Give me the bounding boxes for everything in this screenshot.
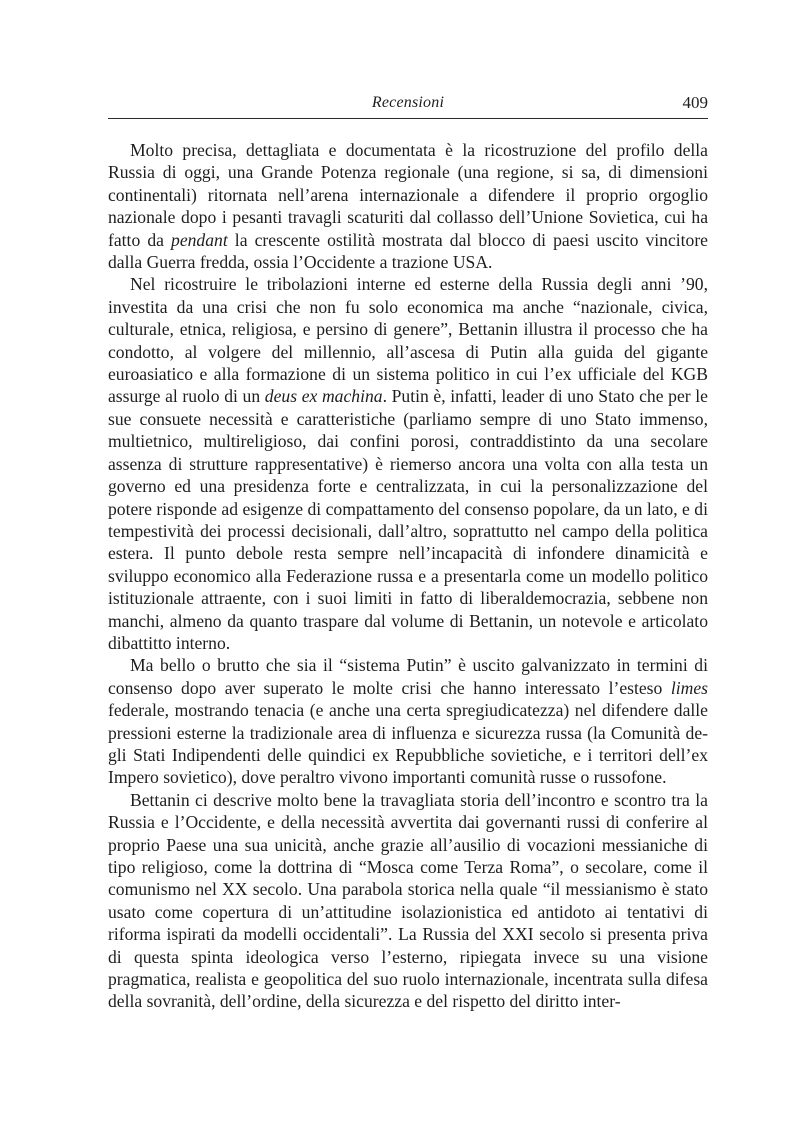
paragraph-2 [108,273,708,654]
page-number: 409 [682,93,708,112]
section-title: Recensioni [371,94,445,111]
running-header [108,88,708,119]
body-text [108,139,708,1013]
text-run: Molto precisa, dettagliata e documentata è la ricostruzione del profilo della Russia di oggi, una Grande Potenza regionale (una regione, si sa, di dimensioni continentali) ritornata nell’arena internazionale a difendere il proprio orgoglio nazionale dopo i pesanti travagli scaturiti dal collasso dell’Unione Sovietica, cui ha fatto da [108,140,708,250]
text-run: Ma bello o brutto che sia il “sistema Putin” è uscito galvanizzato in termini di consenso dopo aver superato le molte crisi che hanno interessato l’esteso [108,655,708,698]
text-run: . Putin è, infatti, leader di uno Stato che per le sue consuete necessità e caratteristiche (parliamo sempre di uno Stato immenso, multietnico, multireligioso, dai confini porosi, contraddistinto da una secolare assenza di strutture rappresentative) è riemerso ancora una volta con alla testa un governo ed una presidenza forte e centralizzata, in cui la personalizzazione del potere risponde ad esigenze di compattamento del consenso popolare, da un lato, e di tempestività dei processi decisionali, dall’altro, soprattutto nel campo della politica estera. Il punto debole resta sempre nell’incapacità di infondere dinamicità e sviluppo economico alla Federazione russa e a presentarla come un modello politico istituzionale attraente, con i suoi limiti in fatto di liberaldemocrazia, sebbene non manchi, almeno da quanto traspare dal volume di Bettanin, un notevole e articolato dibattitto interno. [108,386,708,653]
italic-term-limes: limes [670,677,708,698]
paragraph-4 [108,789,708,1013]
text-run: Nel ricostruire le tribolazioni interne ed esterne della Russia degli anni ’90, investita da una crisi che non fu solo economica ma anche “nazionale, civica, culturale, etnica, religiosa, e persino di genere”, Bettanin illustra il processo che ha condotto, al volgere del millennio, all’ascesa di Putin alla guida del gigante euroasiatico e alla formazione di un sistema politico in cui l’ex ufficiale del KGB assurge al ruolo di un [108,274,708,407]
paragraph-3 [108,654,708,788]
italic-term-deus-ex-machina: deus ex machina [264,386,383,407]
text-run: la crescente ostilità mostrata dal blocco di paesi uscito vincitore dalla Guerra fredda, ossia l’Occidente a trazione USA. [108,229,708,273]
text-run: federale, mostrando tenacia (e anche una certa spregiudicatezza) nel difendere dalle pressioni esterne la tradizionale area di influenza e sicurezza russa (la Comunità degli Stati Indipendenti delle quindici ex Repubbliche sovietiche, e i territori dell’ex Impero sovietico), dove peraltro vivono importanti comunità russe o russofone. [108,700,708,788]
text-run: Bettanin ci descrive molto bene la travagliata storia dell’incontro e scontro tra la Russia e l’Occidente, e della necessità avvertita dai governanti russi di conferire al proprio Paese una sua unicità, anche grazie all’ausilio di vocazioni messianiche di tipo religioso, come la dottrina di “Mosca come Terza Roma”, o secolare, come il comunismo nel XX secolo. Una parabola storica nella quale “il messianismo è stato usato come copertura di un’attitudine isolazionistica ed antidoto ai tentativi di riforma ispirati da modelli occidentali”. La Russia del XXI secolo si presenta priva di questa spinta ideologica verso l’esterno, ripiegata invece su una visione pragmatica, realista e geopolitica del suo ruolo internazionale, incentrata sulla difesa della sovranità, dell’ordine, della sicurezza e del rispetto del diritto inter- [108,789,708,1012]
italic-term-pendant: pendant [171,229,228,250]
page [108,88,708,1013]
paragraph-1 [108,139,708,273]
